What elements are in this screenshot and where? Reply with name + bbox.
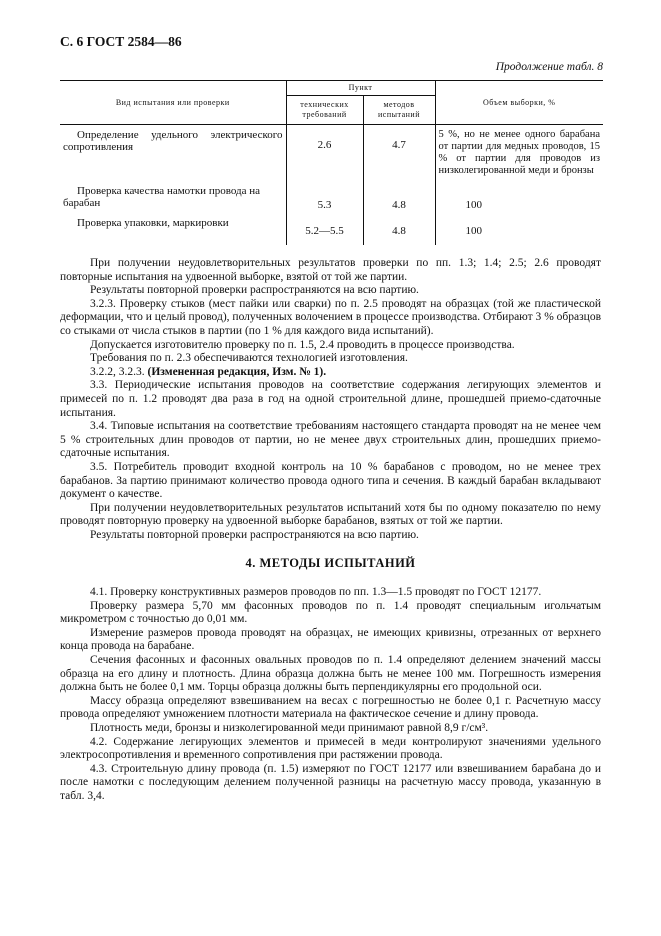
- paragraph: Допускается изготовителю проверку по п. 1.5, 2.4 проводить в процессе производства.: [90, 338, 515, 351]
- amendment-prefix: 3.2.2, 3.2.3.: [90, 365, 148, 378]
- document-body: [60, 257, 601, 804]
- cell-tech: 2.6: [286, 124, 363, 177]
- cell-sample: 100: [435, 211, 603, 245]
- col-header-clause: Пункт: [286, 81, 435, 96]
- col-header-tech: технических требований: [286, 95, 363, 124]
- col-header-test: Вид испытания или проверки: [60, 81, 286, 125]
- cell-sample: 100: [435, 177, 603, 212]
- page-header: С. 6 ГОСТ 2584—86: [60, 34, 182, 49]
- col-header-sample: Объем выборки, %: [435, 81, 603, 125]
- paragraph: Результаты повторной проверки распространяются на всю партию.: [90, 528, 419, 541]
- table-row: [60, 177, 603, 212]
- table-row: [60, 124, 603, 177]
- paragraph: 3.2.3. Проверку стыков (мест пайки или сварки) по п. 2.5 проводят на образцах (той же пластической деформации, что и целый провод), полученных волочением в процессе производства. Отбирают 3 % образцов со стыками от числа стыков в партии (по 1 % для каждого вида испытаний).: [60, 297, 601, 337]
- table-continuation-label: Продолжение табл. 8: [495, 61, 603, 73]
- paragraph: Сечения фасонных и фасонных овальных проводов по п. 1.4 определяют делением значений массы образца на его длину и плотность. Длина образца должна быть не менее 100 мм. Погрешность измерения должна быть не более 0,1 мм. Торцы образца должны быть перпендикулярны его продольной оси.: [60, 654, 601, 694]
- cell-methods: 4.8: [363, 211, 435, 245]
- cell-methods: 4.7: [363, 124, 435, 177]
- paragraph: Массу образца определяют взвешиванием на весах с погрешностью не более 0,1 г. Расчетную массу провода определяют умножением плотности материала на фактическое сечение и длину провода.: [60, 694, 601, 721]
- paragraph: 3.4. Типовые испытания на соответствие требованиям настоящего стандарта проводят на не менее чем 5 % строительных длин проводов от партии, но не менее двух строительных длин, прошедших приемо-сдаточные испытания.: [60, 420, 601, 460]
- table-row: [60, 211, 603, 245]
- cell-test: Проверка упаковки, маркировки: [77, 217, 229, 230]
- section-title: 4. МЕТОДЫ ИСПЫТАНИЙ: [245, 556, 416, 571]
- cell-methods: 4.8: [363, 177, 435, 212]
- paragraph: 3.3. Периодические испытания проводов на соответствие содержания легирующих элементов и примесей по п. 1.2 проводят два раза в год на одной строительной длине, прошедшей приемо-сдаточные испытания.: [60, 379, 601, 419]
- paragraph: Плотность меди, бронзы и низколегированной меди принимают равной 8,9 г/см³.: [90, 722, 489, 734]
- col-header-methods: методов испытаний: [363, 95, 435, 124]
- paragraph: Проверку размера 5,70 мм фасонных проводов по п. 1.4 проводят специальным игольчатым микрометром с точностью до 0,01 мм.: [60, 599, 601, 626]
- paragraph: 4.2. Содержание легирующих элементов и примесей в меди контролируют значениями удельного электросопротивления и временного сопротивления при растяжении провода.: [60, 735, 601, 762]
- amendment-text: (Измененная редакция, Изм. № 1).: [147, 365, 327, 378]
- paragraph: 4.3. Строительную длину провода (п. 1.5) измеряют по ГОСТ 12177 или взвешиванием барабана до и после намотки с последующим делением полученной разницы на расчетную массу провода, указанную в табл. 3,4.: [60, 762, 601, 802]
- paragraph: Требования по п. 2.3 обеспечиваются технологией изготовления.: [90, 352, 408, 365]
- paragraph: 4.1. Проверку конструктивных размеров проводов по пп. 1.3—1.5 проводят по ГОСТ 12177.: [90, 586, 542, 599]
- cell-test: Определение удельного электрического сопротивления: [63, 128, 283, 154]
- paragraph: Измерение размеров провода проводят на образцах, не имеющих кривизны, отрезанных от верхнего конца провода на барабане.: [60, 626, 601, 653]
- test-table: [60, 80, 603, 245]
- paragraph: При получении неудовлетворительных результатов проверки по пп. 1.3; 1.4; 2.5; 2.6 проводят повторные испытания на удвоенной выборке, взятой от той же партии.: [60, 257, 601, 283]
- paragraph: 3.5. Потребитель проводит входной контроль на 10 % барабанов с проводом, но не менее трех барабанов. За партию принимают количество провода одного типа и сечения. В каждый барабан вкладывают документ о качестве.: [60, 460, 601, 501]
- amendment-note: [60, 366, 601, 380]
- cell-test: Проверка качества намотки провода на барабан: [63, 184, 261, 210]
- cell-sample: 5 %, но не менее одного барабана от партии для медных проводов, 15 % от партии для проводов из низколегированной меди и бронзы: [435, 124, 603, 177]
- paragraph: Результаты повторной проверки распространяются на всю партию.: [90, 284, 419, 297]
- paragraph: При получении неудовлетворительных результатов испытаний хотя бы по одному показателю по нему проводят повторную проверку на удвоенной выборке барабанов, взятых от той же партии.: [60, 501, 601, 528]
- cell-tech: 5.3: [286, 177, 363, 212]
- cell-tech: 5.2—5.5: [286, 211, 363, 245]
